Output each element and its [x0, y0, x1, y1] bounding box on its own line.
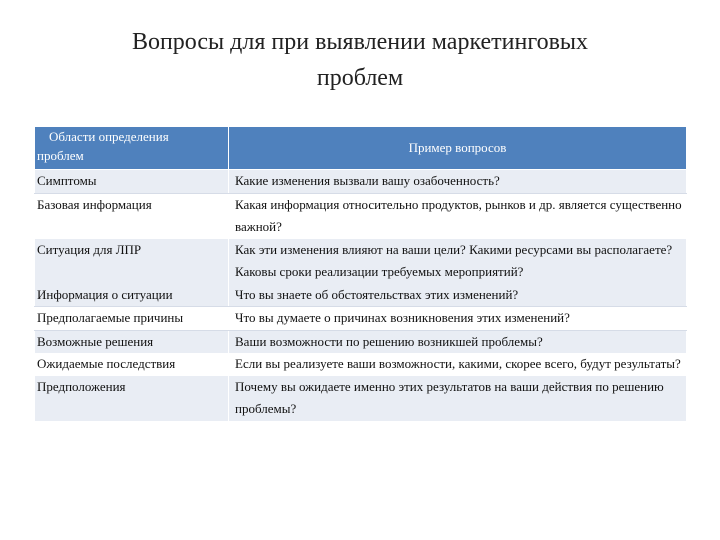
table-row — [35, 376, 687, 421]
row-area-cell: Симптомы — [35, 170, 229, 194]
row-question-cell: Какая информация относительно продуктов, рынков и др. является существенно важной? — [229, 193, 687, 239]
header-example-questions: Пример вопросов — [229, 127, 687, 170]
table-header-row — [35, 127, 687, 170]
header-problem-areas-line-2: проблем — [37, 148, 84, 163]
table-row — [35, 330, 687, 353]
slide-title-line-1: Вопросы для при выявлении маркетинговых — [131, 29, 589, 55]
header-problem-areas — [35, 127, 229, 170]
row-area-cell: Возможные решения — [35, 330, 229, 353]
row-question-cell: Как эти изменения влияют на ваши цели? Какими ресурсами вы располагаете? Каковы сроки реализации требуемых мероприятий? — [229, 239, 687, 284]
row-area-cell: Ситуация для ЛПР — [35, 239, 229, 284]
table-row — [35, 307, 687, 331]
row-area-cell: Предполагаемые причины — [35, 307, 229, 331]
table-row — [35, 170, 687, 194]
table-row — [35, 193, 687, 239]
row-question-cell: Почему вы ожидаете именно этих результатов на ваши действия по решению проблемы? — [229, 376, 687, 421]
table-row — [35, 239, 687, 284]
row-question-cell: Если вы реализуете ваши возможности, какими, скорее всего, будут результаты? — [229, 353, 687, 376]
table-row — [35, 284, 687, 307]
row-area-cell: Предположения — [35, 376, 229, 421]
header-problem-areas-line-1: Области определения — [49, 129, 169, 144]
row-area-cell: Базовая информация — [35, 193, 229, 239]
row-question-cell: Что вы думаете о причинах возникновения этих изменений? — [229, 307, 687, 331]
row-area-cell: Информация о ситуации — [35, 284, 229, 307]
row-question-cell: Что вы знаете об обстоятельствах этих изменений? — [229, 284, 687, 307]
row-question-cell: Какие изменения вызвали вашу озабоченность? — [229, 170, 687, 194]
questions-table — [34, 126, 687, 421]
row-area-cell: Ожидаемые последствия — [35, 353, 229, 376]
slide-title — [60, 24, 660, 96]
row-question-cell: Ваши возможности по решению возникшей проблемы? — [229, 330, 687, 353]
slide-title-line-2: проблем — [316, 65, 404, 91]
table-row — [35, 353, 687, 376]
